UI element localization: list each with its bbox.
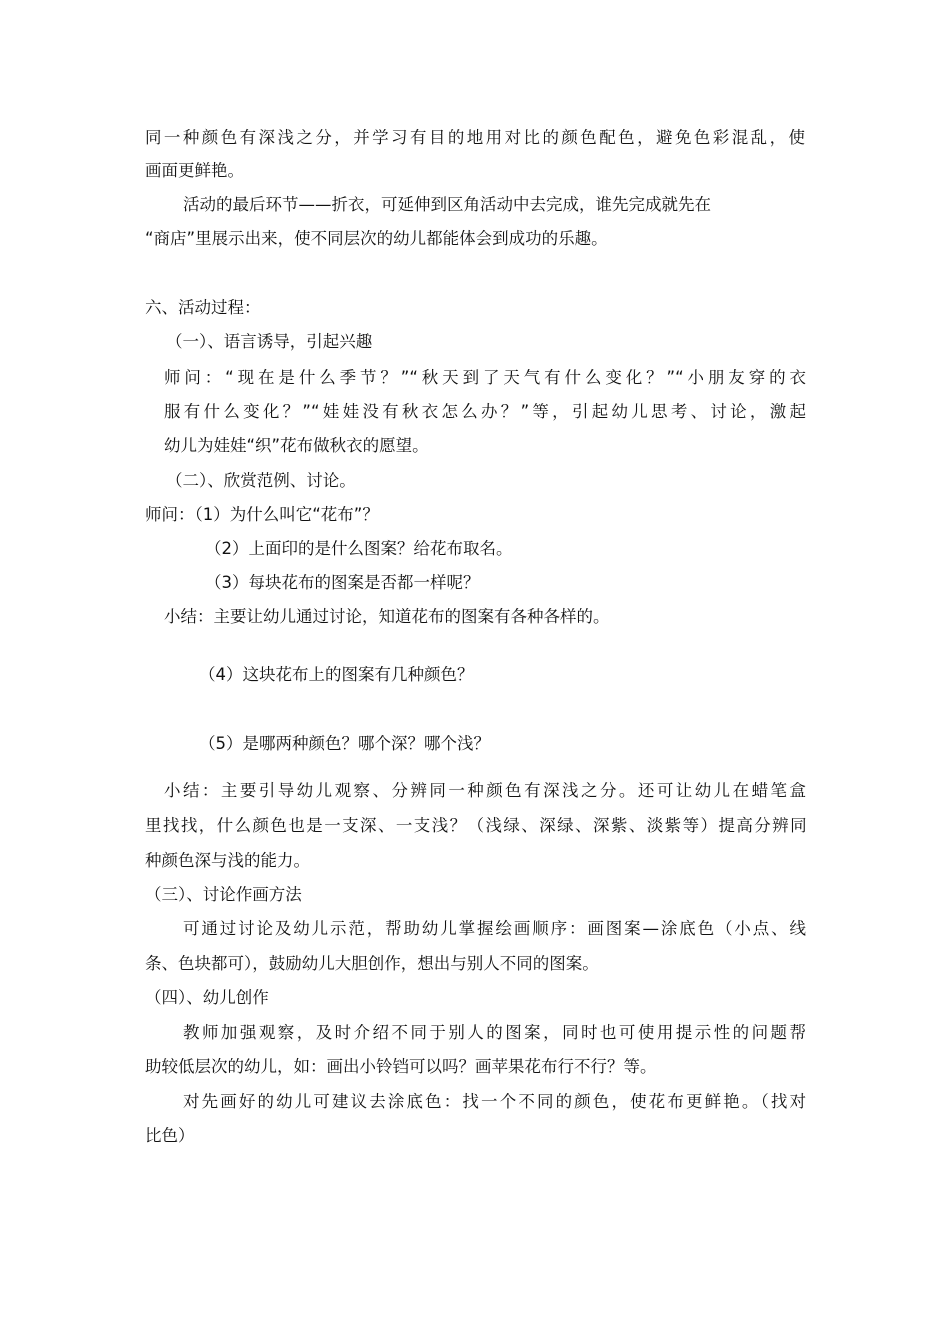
paragraph-line: 助较低层次的幼儿，如：画出小铃铛可以吗？画苹果花布行不行？等。 (145, 1057, 657, 1076)
question-line: （2）上面印的是什么图案？给花布取名。 (205, 539, 513, 558)
question-line: 师问：（1）为什么叫它“花布”？ (145, 505, 379, 524)
paragraph-line: 幼儿为娃娃“织”花布做秋衣的愿望。 (164, 436, 429, 455)
paragraph-line: 比色） (145, 1126, 195, 1145)
paragraph-line: “商店”里展示出来，使不同层次的幼儿都能体会到成功的乐趣。 (145, 229, 608, 248)
section-heading: 六、活动过程： (145, 298, 261, 317)
paragraph-line: 可通过讨论及幼儿示范，帮助幼儿掌握绘画顺序：画图案—涂底色（小点、线 (183, 919, 806, 938)
paragraph-line: 师问：“现在是什么季节？”“秋天到了天气有什么变化？”“小朋友穿的衣 (164, 368, 806, 387)
subsection-heading: （四）、幼儿创作 (145, 988, 269, 1007)
subsection-heading: （一）、语言诱导，引起兴趣 (166, 332, 373, 351)
summary-line: 种颜色深与浅的能力。 (145, 851, 310, 870)
question-line: （5）是哪两种颜色？哪个深？哪个浅？ (199, 734, 490, 753)
summary-line: 小结：主要让幼儿通过讨论，知道花布的图案有各种各样的。 (164, 607, 610, 626)
summary-line: 里找找，什么颜色也是一支深、一支浅？（浅绿、深绿、深紫、淡紫等）提高分辨同 (145, 816, 806, 835)
paragraph-line: 活动的最后环节——折衣，可延伸到区角活动中去完成，谁先完成就先在 (183, 195, 711, 214)
summary-line: 小结：主要引导幼儿观察、分辨同一种颜色有深浅之分。还可让幼儿在蜡笔盒 (164, 781, 806, 800)
paragraph-line: 教师加强观察，及时介绍不同于别人的图案，同时也可使用提示性的问题帮 (183, 1023, 806, 1042)
paragraph-line: 画面更鲜艳。 (145, 161, 244, 180)
subsection-heading: （二）、欣赏范例、讨论。 (166, 471, 356, 490)
question-line: （3）每块花布的图案是否都一样呢？ (205, 573, 480, 592)
paragraph-line: 同一种颜色有深浅之分，并学习有目的地用对比的颜色配色，避免色彩混乱，使 (145, 128, 805, 147)
question-line: （4）这块花布上的图案有几种颜色？ (199, 665, 474, 684)
paragraph-line: 服有什么变化？”“娃娃没有秋衣怎么办？”等，引起幼儿思考、讨论，激起 (164, 402, 806, 421)
paragraph-line: 对先画好的幼儿可建议去涂底色：找一个不同的颜色，使花布更鲜艳。（找对 (183, 1092, 806, 1111)
subsection-heading: （三）、讨论作画方法 (145, 885, 302, 904)
paragraph-line: 条、色块都可），鼓励幼儿大胆创作，想出与别人不同的图案。 (145, 954, 599, 973)
